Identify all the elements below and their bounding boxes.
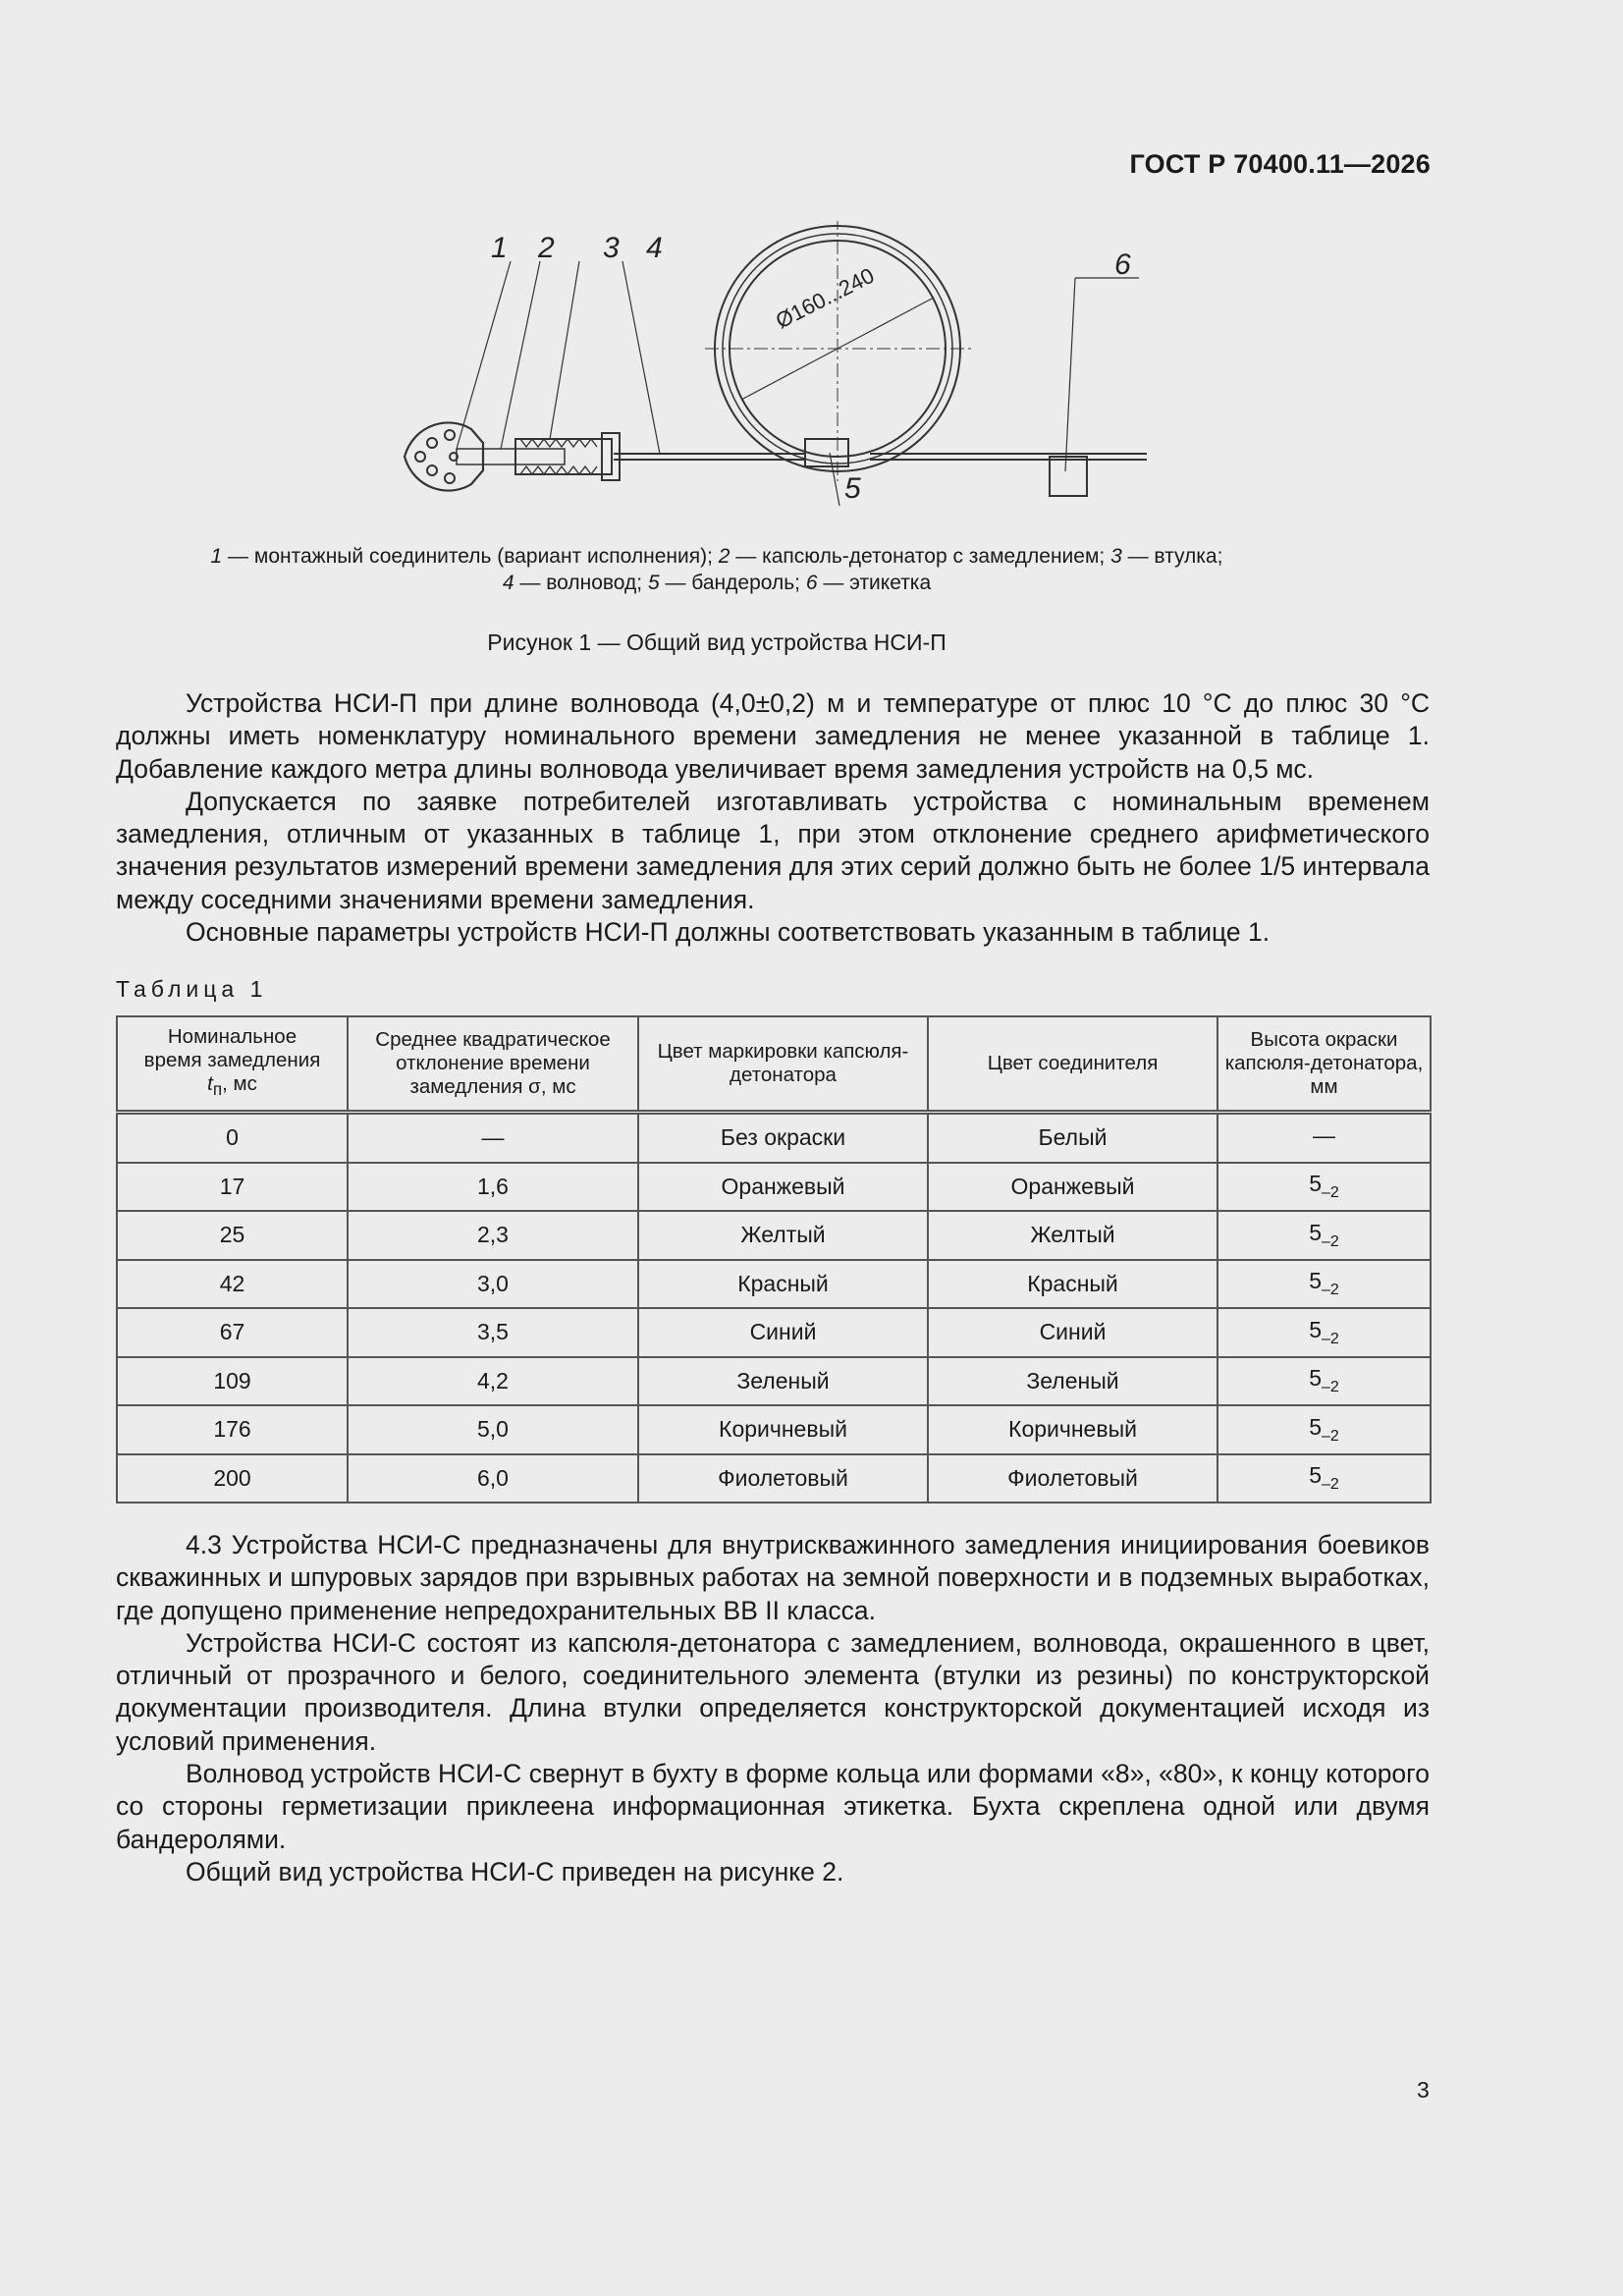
body-text-top <box>116 687 1430 949</box>
cell-marking-color: Оранжевый <box>638 1163 928 1212</box>
device-drawing <box>393 221 1168 516</box>
diameter-label: Ø160...240 <box>771 262 879 334</box>
callout-2: 2 <box>538 232 555 264</box>
figure-caption: Рисунок 1 — Общий вид устройства НСИ-П <box>487 629 947 655</box>
cell-paint-height: $5_{-2}$ <box>1217 1357 1431 1406</box>
cell-connector-color: Белый <box>928 1113 1217 1163</box>
paragraph: Устройства НСИ-П при длине волновода (4,0±0,2) м и температуре от плюс 10 °С до плюс 30 °С должны иметь номенклатуру номинального времени замедления не менее указанной в таблице 1. Добавление каждого метра длины волновода увеличивает время замедления устройств на 0,5 мс. <box>116 688 1430 784</box>
cell-paint-height: $5_{-2}$ <box>1217 1308 1431 1357</box>
cell-paint-height: $5_{-2}$ <box>1217 1163 1431 1212</box>
table-label: Таблица 1 <box>116 976 268 1002</box>
header-paint-height: Высота окраски капсюля-детонатора, мм <box>1217 1016 1431 1113</box>
cell-marking-color: Зеленый <box>638 1357 928 1406</box>
cell-nominal-time: 200 <box>117 1454 348 1503</box>
cell-nominal-time: 0 <box>117 1113 348 1163</box>
cell-marking-color: Без окраски <box>638 1113 928 1163</box>
cell-connector-color: Желтый <box>928 1211 1217 1260</box>
callout-3: 3 <box>603 232 620 264</box>
table-row <box>117 1308 1431 1357</box>
paragraph: Основные параметры устройств НСИ-П должны соответствовать указанным в таблице 1. <box>186 917 1271 948</box>
callout-1: 1 <box>491 232 508 264</box>
legend-line-1: 1 — монтажный соединитель (вариант исполнения); 2 — капсюль-детонатор с замедлением; 3 — втулка; <box>210 545 1223 568</box>
header-sigma: Среднее квадратическое отклонение времени замедления σ, мс <box>348 1016 638 1113</box>
cell-paint-height: $5_{-2}$ <box>1217 1211 1431 1260</box>
cell-nominal-time: 67 <box>117 1308 348 1357</box>
header-nominal-time: Номинальное время замедления $t_п$, мс <box>117 1016 348 1113</box>
cell-sigma: 3,5 <box>348 1308 638 1357</box>
cell-connector-color: Красный <box>928 1260 1217 1309</box>
table-row <box>117 1260 1431 1309</box>
cell-paint-height: $5_{-2}$ <box>1217 1260 1431 1309</box>
table-row <box>117 1405 1431 1454</box>
label-tag <box>1050 457 1087 496</box>
cell-connector-color: Синий <box>928 1308 1217 1357</box>
cell-paint-height: — <box>1217 1113 1431 1163</box>
document-header-id: ГОСТ Р 70400.11—2026 <box>1129 149 1431 179</box>
cell-nominal-time: 176 <box>117 1405 348 1454</box>
table-row <box>117 1163 1431 1212</box>
cell-marking-color: Красный <box>638 1260 928 1309</box>
cell-sigma: 3,0 <box>348 1260 638 1309</box>
cell-connector-color: Оранжевый <box>928 1163 1217 1212</box>
table-header-row <box>117 1016 1431 1113</box>
paragraph: 4.3 Устройства НСИ-С предназначены для внутрискважинного замедления инициирования боевиков скважинных и шпуровых зарядов при взрывных работах на земной поверхности и в подземных выработках, где допущено применение непредохранительных ВВ II класса. <box>116 1530 1430 1625</box>
cell-nominal-time: 17 <box>117 1163 348 1212</box>
paragraph: Общий вид устройства НСИ-С приведен на рисунке 2. <box>186 1856 844 1886</box>
cell-paint-height: $5_{-2}$ <box>1217 1454 1431 1503</box>
cell-connector-color: Зеленый <box>928 1357 1217 1406</box>
body-text-bottom <box>116 1529 1430 1888</box>
cell-marking-color: Синий <box>638 1308 928 1357</box>
callout-5: 5 <box>844 472 861 505</box>
callout-4: 4 <box>646 232 663 264</box>
paragraph: Допускается по заявке потребителей изготавливать устройства с номинальным временем замедления, отличным от указанных в таблице 1, при этом отклонение среднего арифметического значения результатов измерений времени замедления для этих серий должно быть не более 1/5 интервала между соседними значениями времени замедления. <box>116 786 1430 914</box>
cell-paint-height: $5_{-2}$ <box>1217 1405 1431 1454</box>
table-row <box>117 1211 1431 1260</box>
cell-sigma: 6,0 <box>348 1454 638 1503</box>
paragraph: Устройства НСИ-С состоят из капсюля-детонатора с замедлением, волновода, окрашенного в цвет, отличный от прозрачного и белого, соединительного элемента (втулки из резины) по конструкторской документации производителя. Длина втулки определяется конструкторской документацией исходя из условий применения. <box>116 1627 1430 1756</box>
table-row <box>117 1357 1431 1406</box>
header-connector-color: Цвет соединителя <box>928 1016 1217 1113</box>
header-marking-color: Цвет маркировки капсюля-детонатора <box>638 1016 928 1113</box>
cell-sigma: 1,6 <box>348 1163 638 1212</box>
cell-sigma: — <box>348 1113 638 1163</box>
legend-line-2: 4 — волновод; 5 — бандероль; 6 — этикетка <box>502 572 932 594</box>
cell-nominal-time: 25 <box>117 1211 348 1260</box>
cell-sigma: 4,2 <box>348 1357 638 1406</box>
cell-sigma: 5,0 <box>348 1405 638 1454</box>
cell-marking-color: Фиолетовый <box>638 1454 928 1503</box>
cell-connector-color: Коричневый <box>928 1405 1217 1454</box>
callout-6: 6 <box>1114 248 1131 281</box>
cell-marking-color: Желтый <box>638 1211 928 1260</box>
figure-legend <box>118 543 1316 596</box>
cell-marking-color: Коричневый <box>638 1405 928 1454</box>
cell-nominal-time: 42 <box>117 1260 348 1309</box>
table-row <box>117 1113 1431 1163</box>
cell-nominal-time: 109 <box>117 1357 348 1406</box>
page-number: 3 <box>1417 2077 1430 2103</box>
cell-connector-color: Фиолетовый <box>928 1454 1217 1503</box>
table-row <box>117 1454 1431 1503</box>
paragraph: Волновод устройств НСИ-С свернут в бухту в форме кольца или формами «8», «80», к концу которого со стороны герметизации приклеена информационная этикетка. Бухта скреплена одной или двумя бандеролями. <box>116 1759 1430 1854</box>
parameters-table <box>116 1015 1432 1503</box>
cell-sigma: 2,3 <box>348 1211 638 1260</box>
